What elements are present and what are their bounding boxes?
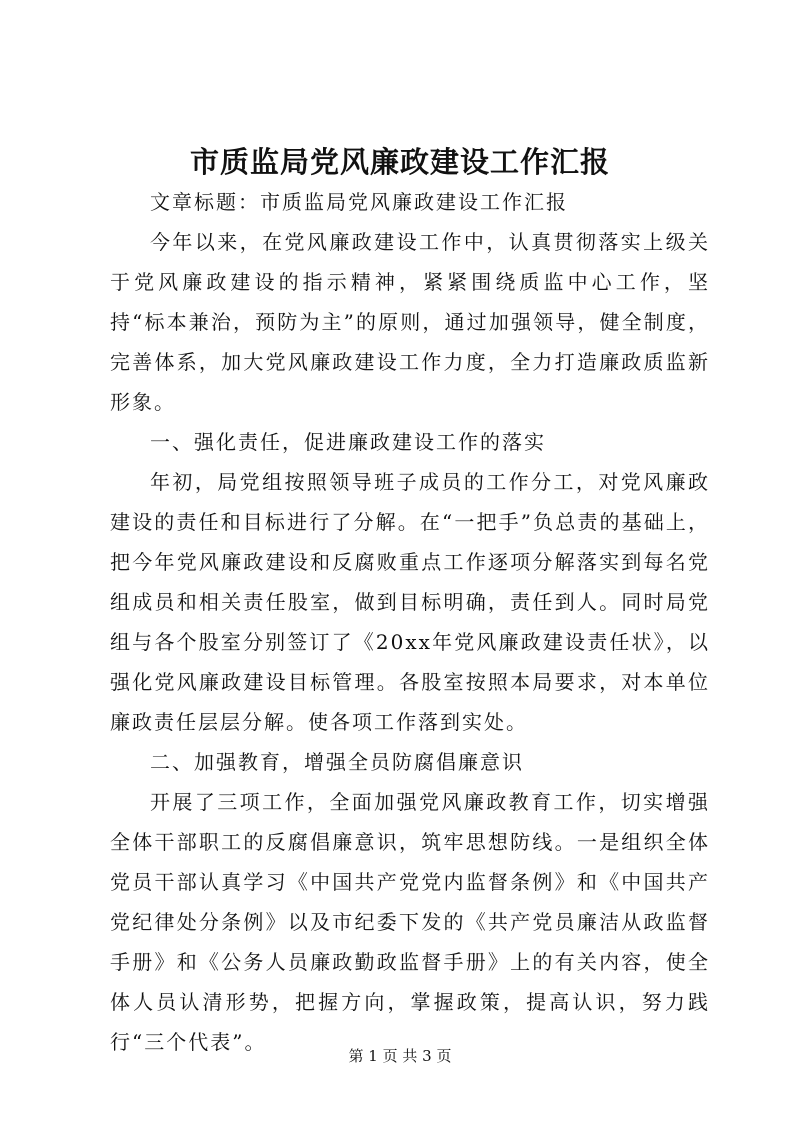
section-2-paragraph: 开展了三项工作，全面加强党风廉政教育工作，切实增强全体干部职工的反腐倡廉意识，筑牢思想防线。一是组织全体党员干部认真学习《中国共产党党内监督条例》和《中国共产党纪律处分条例》以及市纪委下发的《共产党员廉洁从政监督手册》和《公务人员廉政勤政监督手册》上的有关内容，使全体人员认清形势，把握方向，掌握政策，提高认识，努力践行“三个代表”。 — [110, 790, 710, 1054]
section-1-paragraph: 年初，局党组按照领导班子成员的工作分工，对党风廉政建设的责任和目标进行了分解。在“一把手”负总责的基础上，把今年党风廉政建设和反腐败重点工作逐项分解落实到每名党组成员和相关责任股室，做到目标明确，责任到人。同时局党组与各个股室分别签订了《20xx年党风廉政建设责任状》，以强化党风廉政建设目标管理。各股室按照本局要求，对本单位廉政责任层层分解。使各项工作落到实处。 — [110, 470, 710, 734]
article-title-line: 文章标题：市质监局党风廉政建设工作汇报 — [150, 190, 568, 214]
section-heading-1: 一、强化责任，促进廉政建设工作的落实 — [150, 430, 546, 454]
page-footer: 第 1 页 共 3 页 — [348, 1047, 452, 1065]
intro-paragraph: 今年以来，在党风廉政建设工作中，认真贯彻落实上级关于党风廉政建设的指示精神，紧紧围绕质监中心工作，坚持“标本兼治，预防为主”的原则，通过加强领导，健全制度，完善体系，加大党风廉政建设工作力度，全力打造廉政质监新形象。 — [110, 230, 710, 414]
section-heading-2: 二、加强教育，增强全员防腐倡廉意识 — [150, 750, 524, 774]
document-body — [110, 182, 710, 1062]
document-title: 市质监局党风廉政建设工作汇报 — [189, 145, 610, 179]
